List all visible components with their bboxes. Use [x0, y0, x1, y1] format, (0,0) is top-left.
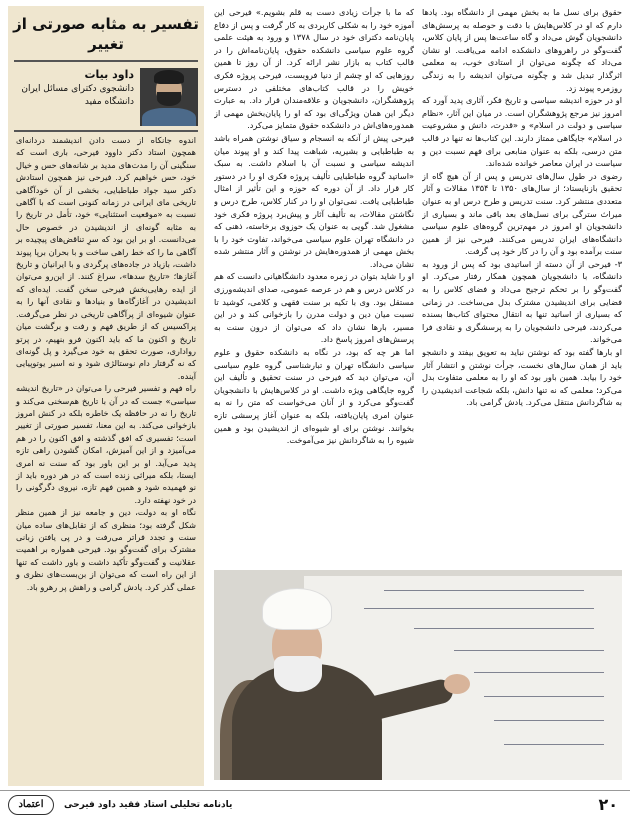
author-name: داود بیات [84, 68, 134, 81]
middle-paragraph: اما هر چه که بود، در نگاه به دانشکده حقوق و علوم سیاسی دانشگاه تهران و تبارشناسی گروه علوم سیاسی آن، می‌توان دید که فیرحی در سنت تحقیق و تألیف این گروه جایگاهی ویژه داشت. او در کلاس‌هایش با دانشجویان گفت‌وگو می‌کرد و از آنان می‌خواست که متن را نه به عنوان امری پایان‌یافته، بلکه به عنوان آغاز پرسشی تازه بخوانند. نوشتن برای او شیوه‌ای از اندیشیدن بود و همین شیوه را به شاگردانش نیز می‌آموخت. [214, 347, 414, 446]
page-number: ۲۰ [598, 795, 618, 814]
speaker-turban [262, 588, 332, 630]
author-bio: دانشجوی دکترای مسائل ایران دانشگاه مفید [21, 84, 134, 107]
sidebar-paragraph: نگاه او به دولت، دین و جامعه نیز از همین منظر شکل گرفته بود؛ منظری که از تقابل‌های ساده میان سنت و تجدد فراتر می‌رفت و در پی یافتن زبانی مشترک برای گفت‌وگو بود. فیرحی همواره بر اهمیت عقلانیت و گفت‌وگو تأکید داشت و باور داشت که تنها از این راه است که می‌توان از بن‌بست‌های نظری و عملی گذر کرد. یادش گرامی و راهش پر رهرو باد. [16, 507, 196, 592]
author-avatar [140, 68, 198, 126]
sidebar-paragraph: اندوه جانکاه از دست دادن اندیشمند دردانه‌ای همچون استاد دکتر داوود فیرحی، باری است که سنگینی آن را مدت‌های مدید بر شانه‌های حس و خیال خود، حس خواهیم کرد. فیرحی نیز همچون استادش دکتر سید جواد طباطبایی، بخشی از آن خودآگاهی تاریخی مای ایرانی در زمانه کنونی است که با آگاهی نسبت به «موقعیت استثنایی» خود، تأمل در تاریخ را به مثابه گونه‌ای از اندیشیدن در خصوص حال می‌دانست. او بر این بود که سرِ تناقض‌های پیچیده بر آگاهی ما را که خط راهی ساخت و با بحران برپا پیوند داشت، بازیاد در جاده‌های پرگردی و با ایرانیان و تاریخ آغازها؛ «تاریخ سدها»، سراغ کنند. از این‌رو می‌توان از ایده رهایی‌بخش فیرحی سخن گفت. ایده‌ای که اندیشیدن در آغازگاه‌ها و بنیادها و نقادی آنها را به عنوان شیوه‌ای از پرآگاهی تاریخی در نظر می‌گرفت. پراکسیس که از طریق فهم و رفت و برگشت میان تاریخ و اکنون ما که باید اکنون فرو بنهیم، در پرتو رواداری، صورت تحقق به خود می‌گیرد و پل گونه‌ای که نه گرفتار دام نوستالژی شود و نه اسیر یوتوپیایی آینده. [16, 135, 196, 381]
middle-column [214, 6, 414, 568]
middle-paragraph: فیرحی پیش از آنکه به انسجام و سیاق نوشتن همراه باشد به طباطبایی و بشیریه، شباهت پیدا کند و او پیوند میان اندیشه سیاسی و نسبت آن با اسلام داشت. به سبک «اساتید گروه طباطبایی تألیف پروژه فکری او را در دستور کار قرار داد. از آن دوره که حوزه و این تأثیر از امثال طباطبایی یافت. نمی‌توان او را در کنار کلاس، طرح درس و نگاشتن مقالات، به تألیف آثار و پیش‌برد پروژه فکری خود مشغول شد. گویی به عنوان یک حوزوی برخاسته، ذهنی که در دانشگاه تهران علوم سیاسی می‌خواند، تفاوت خود را با بخش مهمی از همدوره‌هایش در نوشتن و آثار منتشر شده نشان می‌داد. [214, 132, 414, 269]
right-paragraph: ۳- فیرحی از آن دسته از اساتیدی بود که پس از ورود به دانشگاه، با دانشجویان همچون همکار رفتار می‌کرد. او گفت‌وگو را بر تحکم ترجیح می‌داد و فضای کلاس را به فضایی برای اندیشیدن مشترک بدل می‌ساخت. در زمانی که بسیاری از اساتید تنها به انتقال محتوای کتاب‌ها بسنده می‌کردند، فیرحی دانشجویان را به پرسشگری و نقادی فرا می‌خواند. [422, 258, 622, 345]
article-title: تفسیر به مثابه صورتی از تغییر [13, 15, 199, 53]
article-sidebar [8, 6, 204, 786]
sidebar-body [8, 132, 204, 593]
middle-paragraph: که ما با جرأت زیادی دست به قلم بشویم.» فیرحی این آموزه خود را به شکلی کاربردی به کار گرفت و پس از دفاع پایان‌نامه دکترای خود در سال ۱۳۷۸ و ورود به هیئت علمی گروه علوم سیاسی دانشکده حقوق، پایان‌نامه‌اش را در قالب کتاب به بازار نشر ارائه کرد. از آن روز تا همین روزهایی که او چشم از دنیا فروبست، فیرحی پروژه فکری خویش را در قالب کتاب‌های مختلفی در دسترس پژوهشگران، دانشجویان و علاقه‌مندان قرار داد. به عبارت دیگر این همان ویژگی‌ای بود که او را پایان‌بخش مهمی از همدوره‌های‌اش در دانشکده حقوق متمایز می‌کرد. [214, 7, 414, 131]
lecture-photo [214, 570, 622, 780]
right-paragraph: او بارها گفته بود که نوشتن نباید به تعویق بیفتد و دانشجو باید از همان سال‌های نخست، جرأت نوشتن و انتشار آثار خود را بیابد. همین باور بود که او را به معلمی متفاوت بدل می‌کرد؛ معلمی که نه تنها دانش، بلکه شجاعت اندیشیدن را به شاگردانش منتقل می‌کرد. یادش گرامی باد. [422, 347, 622, 408]
author-box [8, 62, 204, 130]
right-paragraph: رضوی در طول سال‌های تدریس و پس از آن هیچ گاه از تحقیق بازنایستاد؛ از سال‌های ۱۳۵۰ تا ۱۳۵۴ مقالات و آثار متعددی منتشر کرد. سنت تدریس و طرح درس او به عنوان میراث سترگی برای نسل‌های بعد باقی ماند و بسیاری از دانشجویان او امروز در مهم‌ترین گروه‌های علوم سیاسی دانشگاه‌های ایران تدریس می‌کنند. فیرحی نیز از همین سنت برآمده بود و آن را در کار خود پی گرفت. [422, 170, 622, 257]
right-paragraph: او در حوزه اندیشه سیاسی و تاریخ فکر، آثاری پدید آورد که امروز نیز مرجع پژوهشگران است. در میان این آثار، «نظام سیاسی و دولت در اسلام» و «قدرت، دانش و مشروعیت در اسلام» جایگاهی ممتاز دارند. این کتاب‌ها نه تنها در قالب متن درسی، بلکه به عنوان منابعی برای فهم نسبت دین و سیاست در ایران معاصر خوانده شده‌اند. [422, 95, 622, 169]
sidebar-paragraph: راه فهم و تفسیر فیرحی را می‌توان در «تاریخ اندیشه سیاسی» جست که در آن با تاریخ هم‌سخنی می‌کند و تاریخ را نه در حافظه یک خاطره بلکه در کنش امروز بازخوانی می‌کند. به این معنا، تفسیر صورتی از تغییر است؛ تفسیری که افق گذشته و افق اکنون را در هم می‌آمیزد و از این آمیزش، امکان گشودن راهی تازه پدید می‌آید. او بر این باور بود که سنت نه امری ایستا، بلکه میراثی زنده است که در هر دوره باید از نو فهمیده شود و همین فهم تازه، نیروی دگرگونی را در خود نهفته دارد. [16, 383, 196, 505]
publication-logo: اعتماد [8, 795, 54, 815]
right-paragraph: حقوق برای نسل ما به بخش مهمی از دانشگاه بود. یادها دارم که او در کلاس‌هایش با دقت و حوصله به پرسش‌های دانشجویان گوش می‌داد و گاه ساعت‌ها پس از پایان کلاس، گفت‌وگو در راهروهای دانشکده ادامه می‌یافت. او نشان می‌داد که چگونه می‌توان از استادی خوب، به معلمی اثرگذار تبدیل شد و چگونه می‌توان اندیشه را به زندگی روزمره پیوند زد. [422, 7, 622, 93]
middle-paragraph: او را شاید بتوان در زمره معدود دانشگاهیانی دانست که هم در کلاس درس و هم در عرصه عمومی، صدای اندیشه‌ورزی مستقل بود. وی با تکیه بر سنت فقهی و کلامی، کوشید تا نسبت میان دین و دولت مدرن را بازخوانی کند و در این مسیر، بارها نشان داد که می‌توان از درون سنت به پرسش‌های امروز پاسخ داد. [214, 271, 414, 345]
page-footer [0, 790, 630, 820]
footer-title: یادنامه تحلیلی استاد فقید داود فیرحی [64, 800, 233, 810]
